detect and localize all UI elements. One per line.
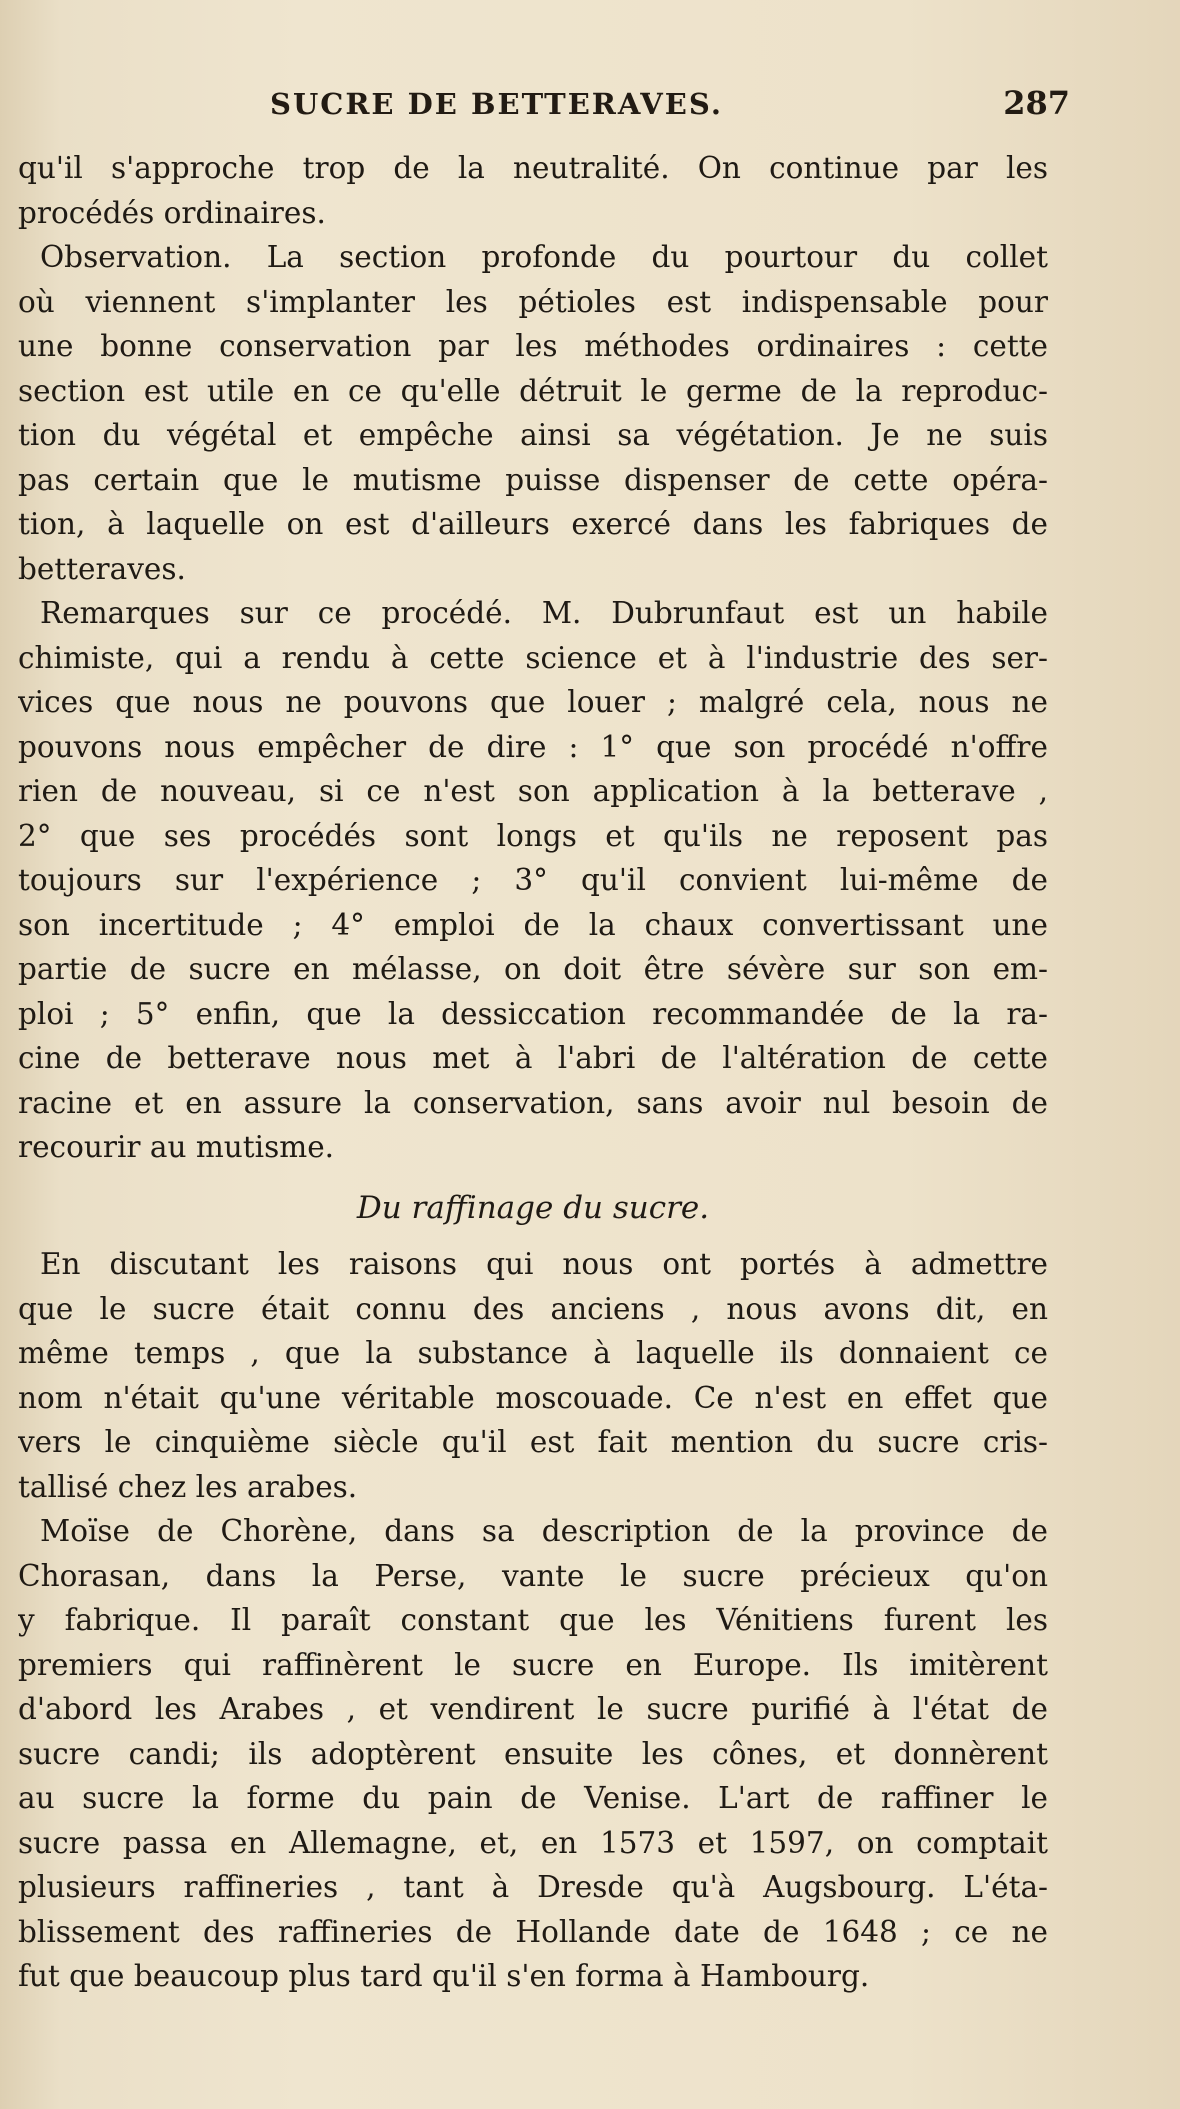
text-line: procédés ordinaires. xyxy=(18,195,326,230)
page-body xyxy=(18,146,1048,1999)
text-line: cine de betterave nous met à l'abri de l'altération de cette xyxy=(18,1041,1048,1075)
text-line: betteraves. xyxy=(18,551,186,586)
page-number: 287 xyxy=(1003,84,1070,122)
text-line: tion du végétal et empêche ainsi sa végétation. Je ne suis xyxy=(18,418,1048,452)
text-line: recourir au mutisme. xyxy=(18,1130,335,1164)
text-line: une bonne conservation par les méthodes ordinaires : cette xyxy=(18,329,1048,363)
text-line: tallisé chez les arabes. xyxy=(18,1469,358,1504)
section-heading: Du raffinage du sucre. xyxy=(356,1189,710,1226)
running-title: SUCRE DE BETTERAVES. xyxy=(270,87,723,121)
text-line: d'abord les Arabes , et vendirent le sucre purifié à l'état de xyxy=(18,1692,1048,1726)
text-line: tion, à laquelle on est d'ailleurs exercé dans les fabriques de xyxy=(18,507,1048,541)
text-line: qu'il s'approche trop de la neutralité. On continue par les xyxy=(18,151,1048,185)
text-line: Observation. La section profonde du pourtour du collet xyxy=(40,240,1048,274)
text-line: fut que beaucoup plus tard qu'il s'en forma à Hambourg. xyxy=(18,1959,870,1993)
text-line: premiers qui raffinèrent le sucre en Europe. Ils imitèrent xyxy=(18,1647,1048,1682)
text-line: son incertitude ; 4° emploi de la chaux convertissant une xyxy=(18,907,1048,942)
text-line: Moïse de Chorène, dans sa description de la province de xyxy=(40,1514,1048,1548)
text-line: ploi ; 5° enfin, que la dessiccation recommandée de la ra- xyxy=(18,996,1048,1031)
text-line: y fabrique. Il paraît constant que les Vénitiens furent les xyxy=(18,1603,1048,1637)
text-line: où viennent s'implanter les pétioles est indispensable pour xyxy=(18,284,1048,319)
text-line: même temps , que la substance à laquelle ils donnaient ce xyxy=(18,1336,1048,1370)
text-line: Remarques sur ce procédé. M. Dubrunfaut est un habile xyxy=(40,596,1048,630)
text-line: racine et en assure la conservation, sans avoir nul besoin de xyxy=(18,1085,1048,1120)
text-line: plusieurs raffineries , tant à Dresde qu'à Augsbourg. L'éta- xyxy=(18,1870,1048,1904)
text-line: partie de sucre en mélasse, on doit être sévère sur son em- xyxy=(18,952,1048,986)
text-line: Chorasan, dans la Perse, vante le sucre précieux qu'on xyxy=(18,1558,1048,1593)
text-line: au sucre la forme du pain de Venise. L'art de raffiner le xyxy=(18,1781,1048,1815)
text-line: vers le cinquième siècle qu'il est fait mention du sucre cris- xyxy=(18,1425,1048,1459)
paragraph-block-raffinage xyxy=(18,1242,1048,1999)
text-line: En discutant les raisons qui nous ont portés à admettre xyxy=(40,1247,1048,1281)
text-line: section est utile en ce qu'elle détruit le germe de la reproduc- xyxy=(18,373,1048,408)
text-line: vices que nous ne pouvons que louer ; malgré cela, nous ne xyxy=(18,685,1048,719)
text-line: 2° que ses procédés sont longs et qu'ils ne reposent pas xyxy=(18,818,1048,853)
text-line: nom n'était qu'une véritable moscouade. Ce n'est en effet que xyxy=(18,1380,1048,1415)
page-header xyxy=(270,84,1070,134)
paragraph-block-procedure xyxy=(18,146,1048,1170)
text-line: sucre candi; ils adoptèrent ensuite les cônes, et donnèrent xyxy=(18,1736,1048,1771)
text-line: blissement des raffineries de Hollande date de 1648 ; ce ne xyxy=(18,1914,1048,1949)
text-line: toujours sur l'expérience ; 3° qu'il convient lui-même de xyxy=(18,863,1048,897)
text-line: que le sucre était connu des anciens , nous avons dit, en xyxy=(18,1291,1048,1326)
text-line: pas certain que le mutisme puisse dispenser de cette opéra- xyxy=(18,462,1048,497)
text-line: pouvons nous empêcher de dire : 1° que son procédé n'offre xyxy=(18,729,1048,764)
text-line: rien de nouveau, si ce n'est son application à la betterave , xyxy=(18,774,1048,808)
text-line: chimiste, qui a rendu à cette science et à l'industrie des ser- xyxy=(18,640,1048,675)
text-line: sucre passa en Allemagne, et, en 1573 et 1597, on comptait xyxy=(18,1825,1048,1860)
